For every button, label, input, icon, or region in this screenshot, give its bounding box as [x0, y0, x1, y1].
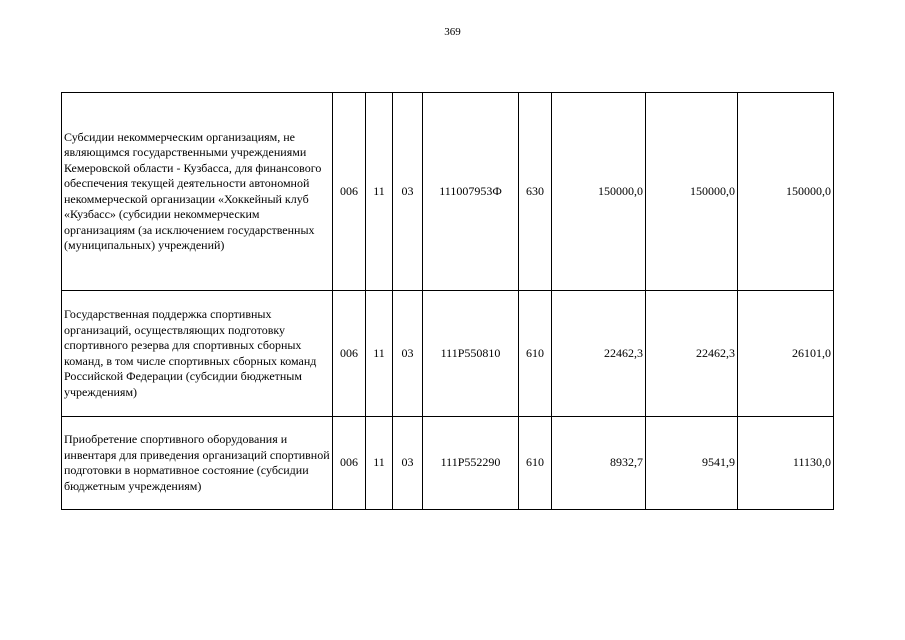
row-name-cell: Приобретение спортивного оборудования и инвентаря для приведения организаций спортивной подготовки в нормативное состояние (субсидии бюджетным учреждениям)	[62, 417, 333, 510]
row-name-cell: Субсидии некоммерческим организациям, не являющимся государственными учреждениями Кемеровской области - Кузбасса, для финансового обеспечения текущей деятельности автономной некоммерческой организации «Хоккейный клуб «Кузбасс» (субсидии некоммерческим организациям (за исключением государственных (муниципальных) учреждений)	[62, 93, 333, 291]
amount-year-1-cell: 8932,7	[552, 417, 646, 510]
row-name-cell: Государственная поддержка спортивных организаций, осуществляющих подготовку спортивного резерва для спортивных сборных команд, в том числе спортивных сборных команд Российской Федерации (субсидии бюджетным учреждениям)	[62, 291, 333, 417]
section-code-cell: 11	[366, 417, 393, 510]
page-number: 369	[444, 26, 461, 38]
subsection-code-cell: 03	[393, 93, 423, 291]
amount-year-1-cell: 150000,0	[552, 93, 646, 291]
target-article-cell: 111007953Ф	[423, 93, 519, 291]
grbs-code-cell: 006	[333, 291, 366, 417]
expense-type-cell: 630	[519, 93, 552, 291]
amount-year-3-cell: 150000,0	[738, 93, 834, 291]
grbs-code-cell: 006	[333, 417, 366, 510]
amount-year-2-cell: 150000,0	[646, 93, 738, 291]
amount-year-1-cell: 22462,3	[552, 291, 646, 417]
amount-year-3-cell: 26101,0	[738, 291, 834, 417]
amount-year-2-cell: 22462,3	[646, 291, 738, 417]
subsection-code-cell: 03	[393, 291, 423, 417]
amount-year-3-cell: 11130,0	[738, 417, 834, 510]
table-row	[62, 291, 834, 417]
subsection-code-cell: 03	[393, 417, 423, 510]
target-article-cell: 111P552290	[423, 417, 519, 510]
target-article-cell: 111P550810	[423, 291, 519, 417]
section-code-cell: 11	[366, 291, 393, 417]
budget-table	[61, 92, 834, 510]
table-row	[62, 417, 834, 510]
expense-type-cell: 610	[519, 291, 552, 417]
grbs-code-cell: 006	[333, 93, 366, 291]
expense-type-cell: 610	[519, 417, 552, 510]
section-code-cell: 11	[366, 93, 393, 291]
amount-year-2-cell: 9541,9	[646, 417, 738, 510]
table-row	[62, 93, 834, 291]
